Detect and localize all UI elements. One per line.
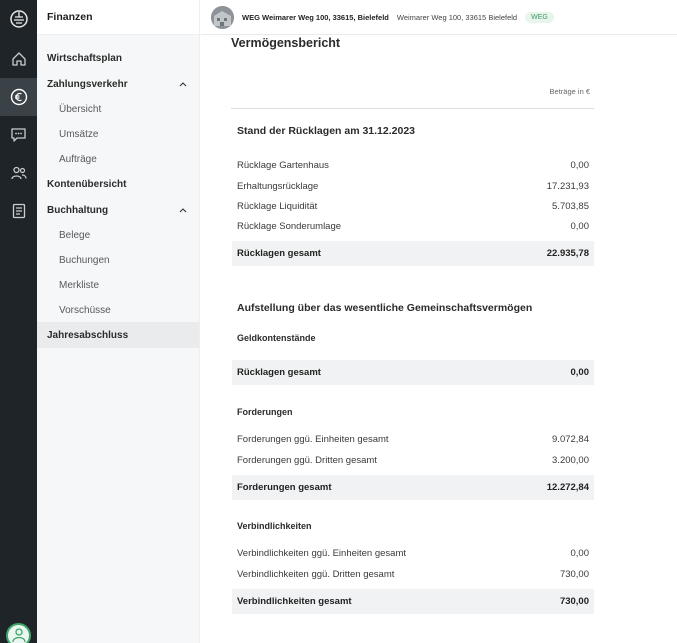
sidebar-item-wirtschaftsplan[interactable] [37,45,199,71]
table-row [232,564,594,584]
page-title: Vermögensbericht [231,36,341,50]
chat-icon[interactable] [0,116,37,154]
sidebar-item-label: Merkliste [59,279,100,291]
sidebar-item-merkliste[interactable] [37,272,199,298]
row-label: Verbindlichkeiten ggü. Dritten gesamt [237,568,395,580]
row-value: 5.703,85 [552,200,589,212]
total-row [232,360,594,385]
receivables-subtitle: Forderungen [237,407,293,417]
table-row [232,429,594,449]
euro-icon[interactable] [0,78,37,116]
icon-rail [0,0,37,643]
table-row [232,450,594,470]
table-row [232,176,594,196]
report-content [201,36,677,643]
row-value: 0,00 [570,159,589,171]
table-row [232,543,594,563]
chevron-up-icon[interactable] [179,206,187,214]
sidebar-item-jahresabschluss[interactable] [37,322,199,348]
row-label: Rücklage Liquidität [237,200,318,212]
row-label: Forderungen ggü. Dritten gesamt [237,454,377,466]
row-value: 22.935,78 [546,248,589,259]
sidebar-item-label: Aufträge [59,153,97,165]
sidebar-item-label: Kontenübersicht [47,178,127,190]
sidebar-item-belege[interactable] [37,222,199,248]
sidebar-item-label: Übersicht [59,103,102,115]
assets-section-title: Aufstellung über das wesentliche Gemeinschaftsvermögen [237,302,533,314]
reserves-section-title: Stand der Rücklagen am 31.12.2023 [237,125,416,137]
row-value: 0,00 [570,367,589,378]
sidebar-item-buchungen[interactable] [37,247,199,273]
liabilities-subtitle: Verbindlichkeiten [237,521,312,531]
sidebar-item-umsaetze[interactable] [37,121,199,147]
sidebar-item-vorschuesse[interactable] [37,297,199,323]
row-value: 9.072,84 [552,433,589,445]
property-type-badge: WEG [525,12,554,23]
sidebar-group-buchhaltung[interactable] [37,197,199,223]
row-value: 0,00 [570,220,589,232]
row-label: Forderungen ggü. Einheiten gesamt [237,433,389,445]
sidebar-group-zahlungsverkehr[interactable] [37,71,199,97]
home-icon[interactable] [0,40,37,78]
sidebar-item-kontenuebersicht[interactable] [37,171,199,197]
total-row [232,475,594,500]
row-value: 730,00 [559,596,589,607]
row-label: Verbindlichkeiten gesamt [237,596,352,607]
row-value: 12.272,84 [546,482,589,493]
row-label: Rücklagen gesamt [237,248,321,259]
sidebar-item-auftraege[interactable] [37,146,199,172]
sidebar-item-label: Umsätze [59,128,99,140]
row-label: Erhaltungsrücklage [237,180,319,192]
row-label: Forderungen gesamt [237,482,332,493]
total-row [232,589,594,614]
table-row [232,216,594,236]
row-value: 17.231,93 [546,180,589,192]
property-image [211,6,234,29]
row-label: Rücklage Gartenhaus [237,159,329,171]
divider [231,108,594,109]
chevron-up-icon[interactable] [179,80,187,88]
sidebar-item-label: Vorschüsse [59,304,111,316]
sidebar-item-uebersicht[interactable] [37,96,199,122]
table-row [232,155,594,175]
sidebar-item-label: Belege [59,229,91,241]
logo-icon[interactable] [0,0,37,37]
row-value: 730,00 [559,568,589,580]
property-address: Weimarer Weg 100, 33615 Bielefeld [396,12,518,22]
property-header [201,0,677,35]
user-icon[interactable] [6,623,31,643]
people-icon[interactable] [0,154,37,192]
row-value: 3.200,00 [552,454,589,466]
sidebar-item-label: Wirtschaftsplan [47,52,122,64]
total-row [232,241,594,266]
row-label: Rücklage Sonderumlage [237,220,342,232]
row-label: Rücklagen gesamt [237,367,321,378]
sidebar-item-label: Zahlungsverkehr [47,78,128,90]
property-name[interactable]: WEG Weimarer Weg 100, 33615, Bielefeld [242,12,389,22]
sidebar-item-label: Jahresabschluss [47,329,129,341]
sidebar-title: Finanzen [37,0,199,35]
finance-sidebar [37,0,200,643]
accounts-subtitle: Geldkontenstände [237,333,316,343]
sidebar-item-label: Buchhaltung [47,204,109,216]
sidebar-item-label: Buchungen [59,254,110,266]
currency-note: Beträge in € [549,87,590,96]
document-icon[interactable] [0,192,37,230]
row-value: 0,00 [570,547,589,559]
row-label: Verbindlichkeiten ggü. Einheiten gesamt [237,547,407,559]
table-row [232,196,594,216]
